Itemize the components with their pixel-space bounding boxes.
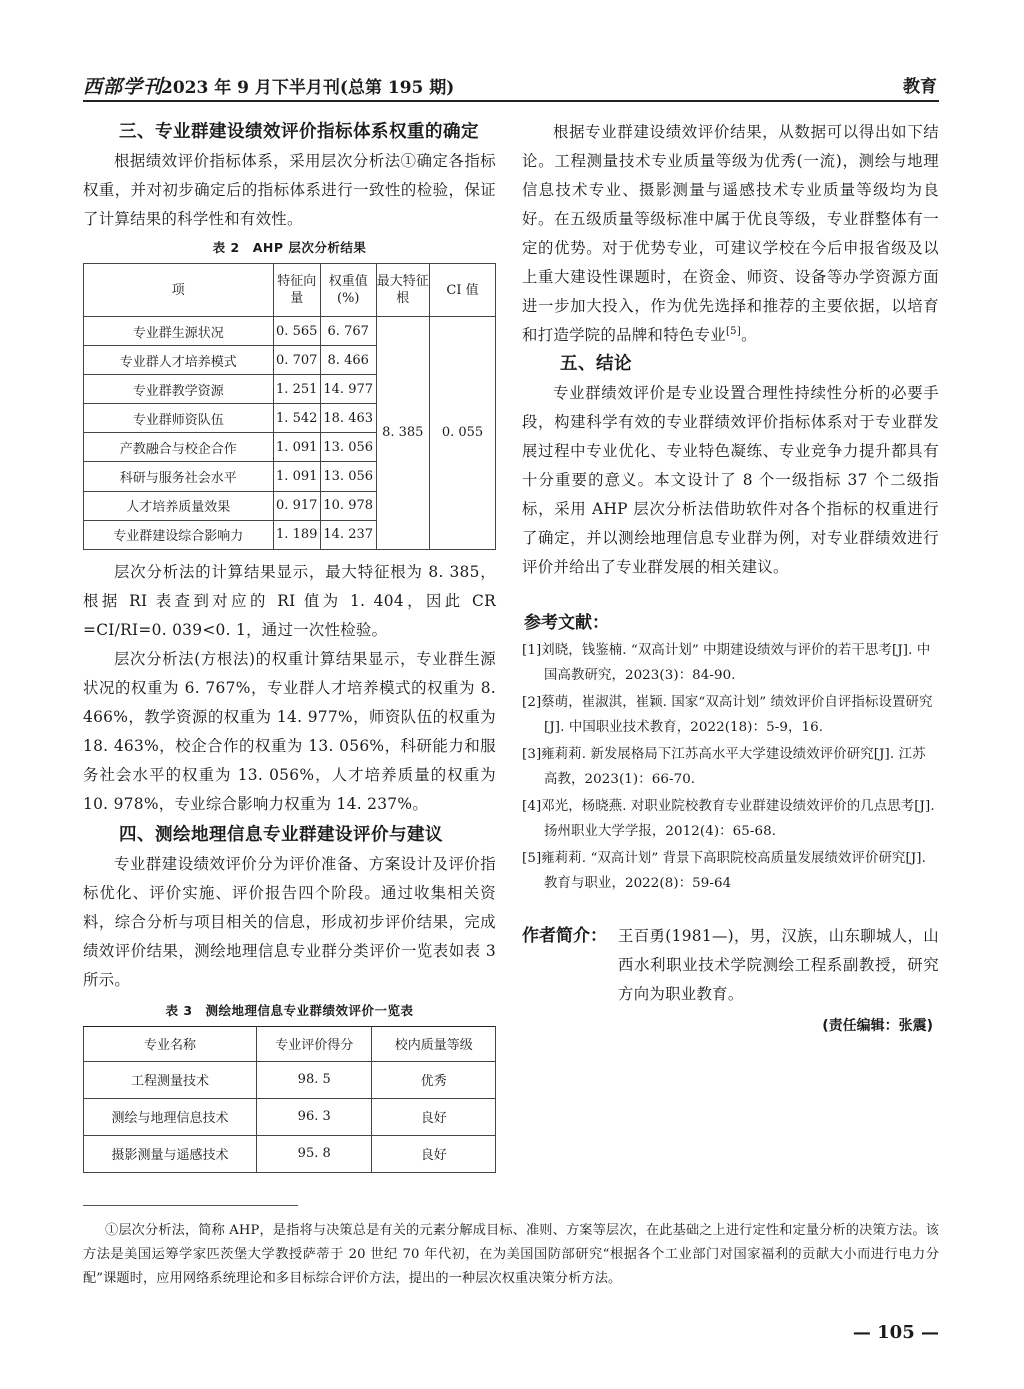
cell-item: 专业群生源状况 [84, 317, 274, 346]
header-weight: 权重值(%) [320, 264, 376, 317]
conclusion-data-text: 根据专业群建设绩效评价结果，从数据可以得出如下结论。工程测量技术专业质量等级为优秀(一流)，测绘与地理信息技术专业、摄影测量与遥感技术专业质量等级均为良好。在五级质量等级标准中属于优良等级，专业群整体有一定的优势。对于优势专业，可建议学校在今后申报省级及以上重大建设性课题时，在资金、师资、设备等办学资源方面进一步加大投入，作为优先选择和推荐的主要依据，以培育和打造学院的品牌和特色专业 [522, 123, 939, 344]
reference-item: [3]雍莉莉. 新发展格局下江苏高水平大学建设绩效评价研究[J]. 江苏高教，2023(1)：66-70. [522, 747, 926, 787]
weight-result-paragraph: 层次分析法(方根法)的权重计算结果显示，专业群生源状况的权重为 6. 767%，专业群人才培养模式的权重为 8. 466%，教学资源的权重为 14. 977%，师资队伍的权重为 18. 463%，校企合作的权重为 13. 056%，科研能力和服务社会水平的权重为 13. 056%，人才培养质量的权重为 10. 978%，专业综合影响力权重为 14. 237%。 [83, 649, 496, 813]
header-grade: 校内质量等级 [372, 1026, 496, 1061]
header-major-name: 专业名称 [84, 1026, 257, 1061]
page-header [83, 72, 939, 102]
footnote-divider [83, 1205, 298, 1206]
cell-major-name: 测绘与地理信息技术 [84, 1098, 257, 1135]
cell-eigenvector: 1. 189 [273, 520, 320, 549]
cell-item: 专业群人才培养模式 [84, 346, 274, 375]
cell-grade: 良好 [372, 1135, 496, 1172]
section-5-title: 五、结论 [560, 354, 632, 374]
header-max-eigen: 最大特征根 [376, 264, 430, 317]
cell-max-eigen: 8. 385 [376, 317, 430, 550]
left-column [83, 118, 496, 1173]
ahp-result-paragraph: 层次分析法的计算结果显示，最大特征根为 8. 385，根据 RI 表查到对应的 RI 值为 1. 404，因此 CR =CI/RI=0. 039<0. 1，通过一次性检验。 [83, 562, 496, 639]
reference-item: [1]刘晓，钱鉴楠. “双高计划” 中期建设绩效与评价的若干思考[J]. 中国高教研究，2023(3)：84-90. [522, 643, 931, 683]
page-number: — 105 — [852, 1322, 939, 1343]
cell-weight: 18. 463 [320, 404, 376, 433]
cell-eigenvector: 0. 565 [273, 317, 320, 346]
table-row [84, 317, 496, 346]
table-3-caption: 表 3 测绘地理信息专业群绩效评价一览表 [165, 1002, 414, 1018]
conclusion-data-paragraph [522, 118, 939, 350]
cell-grade: 良好 [372, 1098, 496, 1135]
cell-weight: 14. 237 [320, 520, 376, 549]
cell-weight: 10. 978 [320, 491, 376, 520]
cell-grade: 优秀 [372, 1061, 496, 1098]
cell-weight: 8. 466 [320, 346, 376, 375]
cell-eigenvector: 0. 917 [273, 491, 320, 520]
reference-item: [5]雍莉莉. “双高计划” 背景下高职院校高质量发展绩效评价研究[J]. 教育与职业，2022(8)：59-64 [522, 851, 926, 891]
table-row [84, 1098, 496, 1135]
paragraph-end-mark: 。 [741, 326, 757, 344]
cell-item: 专业群教学资源 [84, 375, 274, 404]
cell-item: 专业群建设综合影响力 [84, 520, 274, 549]
right-column [522, 118, 939, 1035]
evaluation-table [83, 1026, 496, 1173]
section-label: 教育 [903, 77, 937, 97]
author-bio-text: 王百勇(1981—)，男，汉族，山东聊城人，山西水利职业技术学院测绘工程系副教授，研究方向为职业教育。 [618, 927, 939, 1003]
table-row [84, 1061, 496, 1098]
cell-score: 96. 3 [257, 1098, 372, 1135]
cell-weight: 13. 056 [320, 462, 376, 491]
author-bio [522, 922, 939, 1009]
citation-5: [5] [725, 325, 742, 337]
references-list [522, 639, 939, 896]
cell-eigenvector: 1. 251 [273, 375, 320, 404]
section-4-title: 四、测绘地理信息专业群建设评价与建议 [119, 824, 443, 845]
author-bio-label: 作者简介： [522, 926, 607, 946]
table-header-row [84, 1026, 496, 1061]
footnote: ①层次分析法，简称 AHP，是指将与决策总是有关的元素分解成目标、准则、方案等层次，在此基础之上进行定性和定量分析的决策方法。该方法是美国运筹学家匹茨堡大学教授萨蒂于 20 世纪 70 年代初，在为美国国防部研究“根据各个工业部门对国家福利的贡献大小而进行电力分配”课题时，应用网络系统理论和多目标综合评价方法，提出的一种层次权重决策分析方法。 [83, 1223, 939, 1286]
section-3-paragraph: 根据绩效评价指标体系，采用层次分析法①确定各指标权重，并对初步确定后的指标体系进行一致性的检验，保证了计算结果的科学性和有效性。 [83, 152, 496, 228]
table-row [84, 1135, 496, 1172]
table-header-row [84, 264, 496, 317]
cell-eigenvector: 1. 091 [273, 462, 320, 491]
header-eigenvector: 特征向量 [273, 264, 320, 317]
references-title: 参考文献： [524, 613, 609, 633]
journal-logo: 西部学刊 [83, 76, 164, 98]
ahp-results-table [83, 263, 496, 550]
cell-item: 产教融合与校企合作 [84, 433, 274, 462]
cell-score: 98. 5 [257, 1061, 372, 1098]
cell-weight: 6. 767 [320, 317, 376, 346]
cell-weight: 13. 056 [320, 433, 376, 462]
cell-weight: 14. 977 [320, 375, 376, 404]
cell-major-name: 摄影测量与遥感技术 [84, 1135, 257, 1172]
reference-item: [4]邓光，杨晓燕. 对职业院校教育专业群建设绩效评价的几点思考[J]. 扬州职业大学学报，2012(4)：65-68. [522, 799, 935, 839]
cell-major-name: 工程测量技术 [84, 1061, 257, 1098]
table-2-caption: 表 2 AHP 层次分析结果 [212, 240, 367, 255]
cell-eigenvector: 1. 542 [273, 404, 320, 433]
header-ci: CI 值 [430, 264, 496, 317]
cell-ci: 0. 055 [430, 317, 496, 550]
section-4-paragraph: 专业群建设绩效评价分为评价准备、方案设计及评价指标优化、评价实施、评价报告四个阶段。通过收集相关资料，综合分析与项目相关的信息，形成初步评价结果，完成绩效评价结果，测绘地理信息专业群分类评价一览表如表 3 所示。 [83, 854, 496, 989]
cell-eigenvector: 0. 707 [273, 346, 320, 375]
header-score: 专业评价得分 [257, 1026, 372, 1061]
cell-score: 95. 8 [257, 1135, 372, 1172]
reference-item: [2]蔡萌，崔淑淇，崔颖. 国家“双高计划” 绩效评价自评指标设置研究[J]. 中国职业技术教育，2022(18)：5-9，16. [522, 695, 933, 735]
section-5-paragraph: 专业群绩效评价是专业设置合理性持续性分析的必要手段，构建科学有效的专业群绩效评价指标体系对于专业群发展过程中专业优化、专业特色凝练、专业竞争力提升都具有十分重要的意义。本文设计了 8 个一级指标 37 个二级指标，采用 AHP 层次分析法借助软件对各个指标的权重进行了确定，并以测绘地理信息专业群为例，对专业群绩效进行评价并给出了专业群发展的相关建议。 [522, 384, 939, 576]
editor-note: (责任编辑：张震) [822, 1018, 933, 1034]
cell-item: 科研与服务社会水平 [84, 462, 274, 491]
section-3-title: 三、专业群建设绩效评价指标体系权重的确定 [119, 122, 479, 142]
cell-item: 专业群师资队伍 [84, 404, 274, 433]
cell-item: 人才培养质量效果 [84, 491, 274, 520]
issue-info: 2023 年 9 月下半月刊(总第 195 期) [161, 78, 455, 98]
header-item: 项 [84, 264, 274, 317]
cell-eigenvector: 1. 091 [273, 433, 320, 462]
